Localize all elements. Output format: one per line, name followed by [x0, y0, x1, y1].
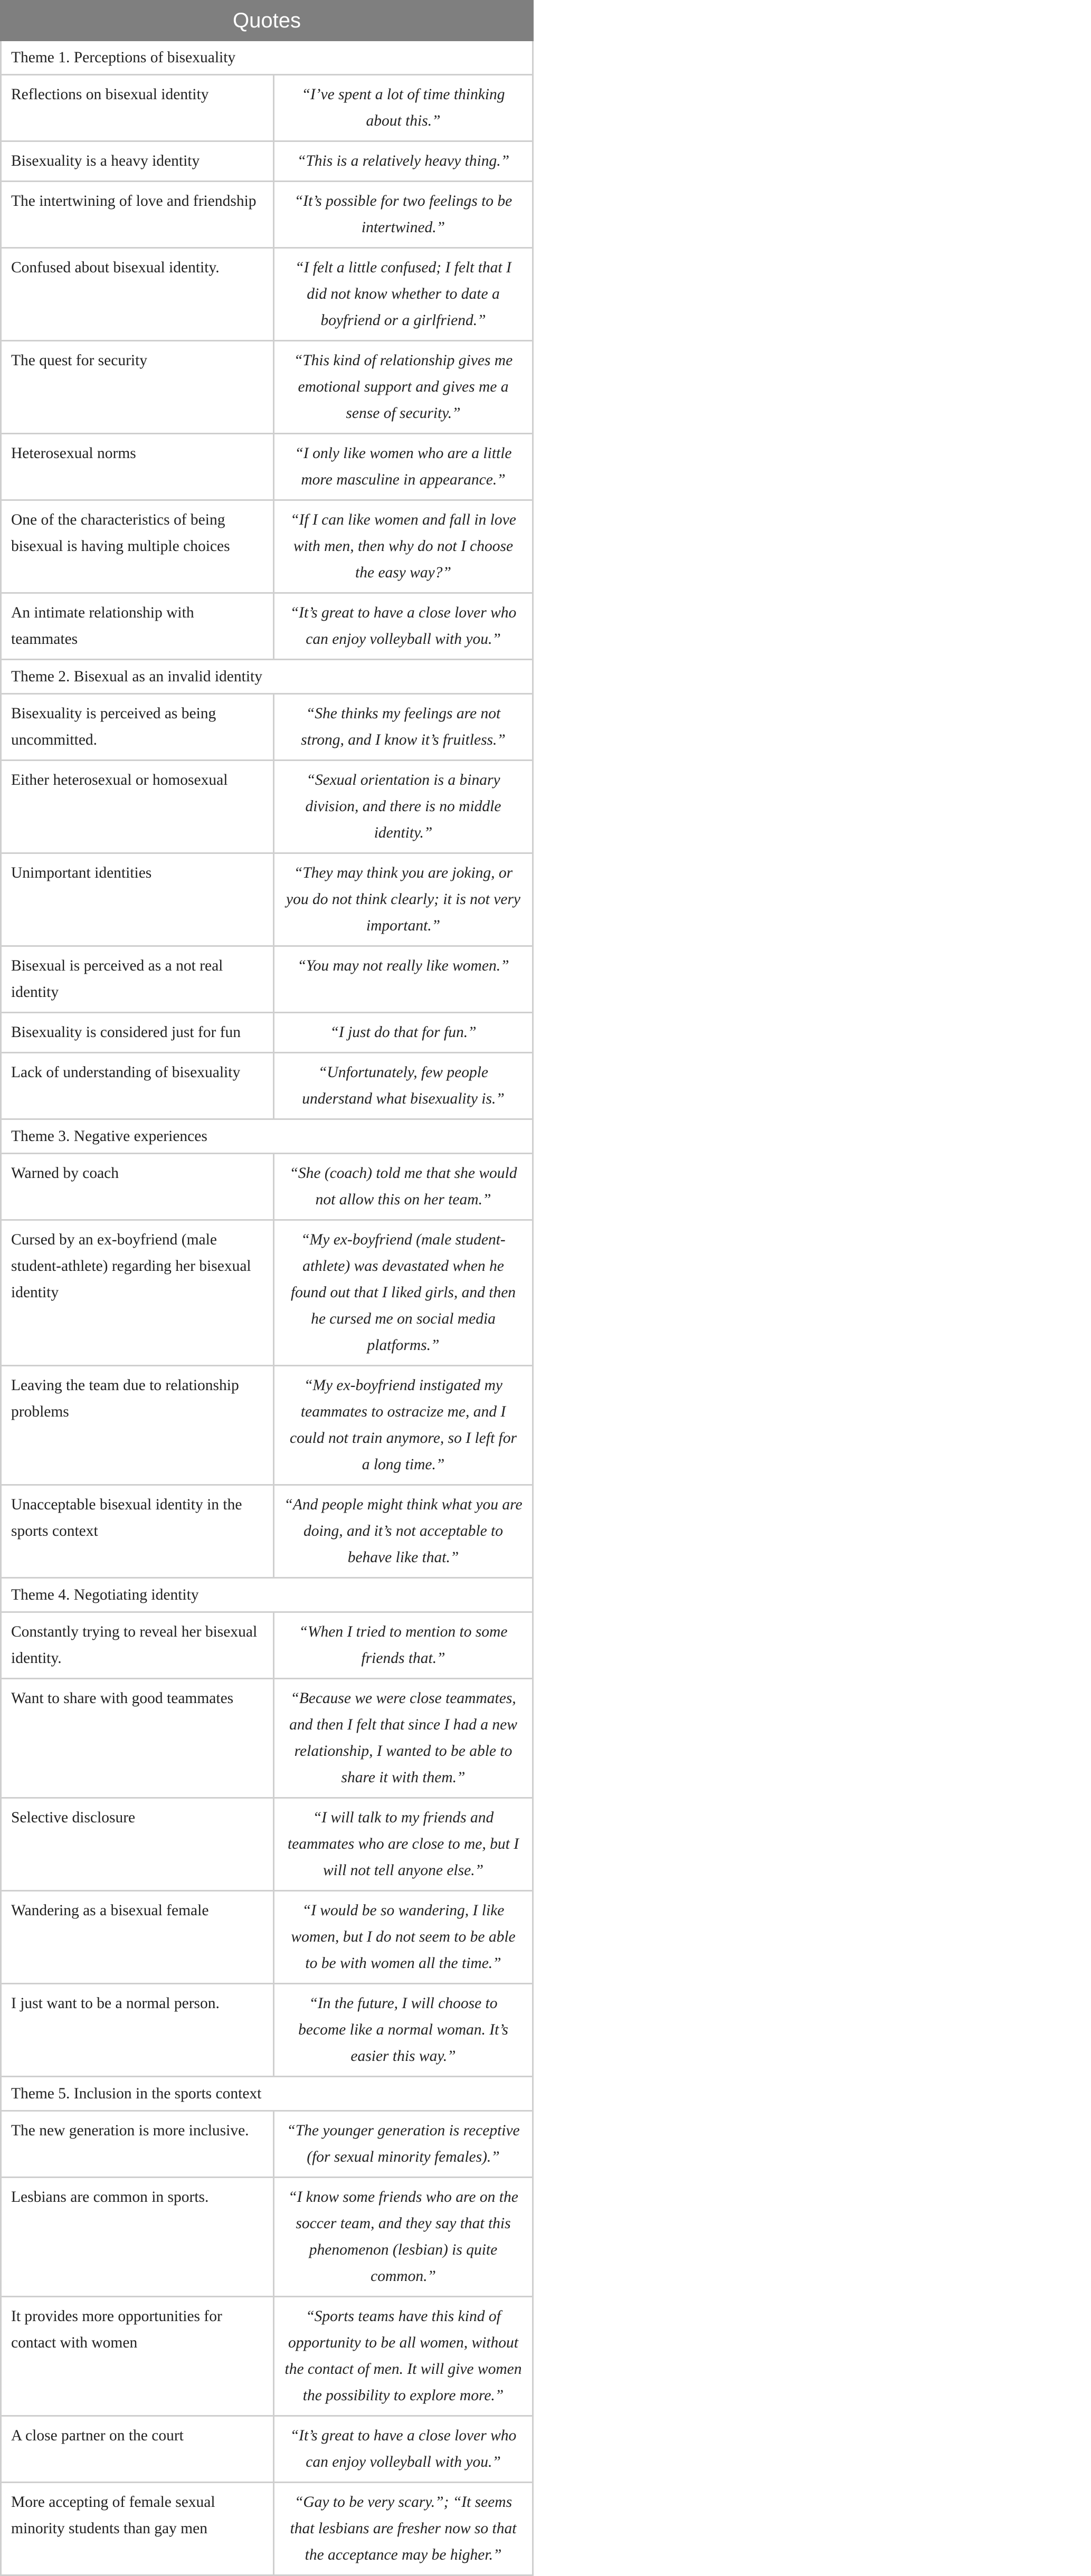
theme-heading: Theme 2. Bisexual as an invalid identity — [1, 660, 533, 694]
subtheme-label: Bisexuality is considered just for fun — [1, 1013, 274, 1053]
subtheme-label: Warned by coach — [1, 1154, 274, 1220]
subtheme-label: The quest for security — [1, 341, 274, 434]
table-header-title: Quotes — [1, 1, 533, 41]
table-row — [1, 1366, 533, 1485]
table-row — [1, 853, 533, 946]
table-row — [1, 1485, 533, 1578]
table-row — [1, 434, 533, 500]
table-row — [1, 1013, 533, 1053]
subtheme-label: Cursed by an ex-boyfriend (male student-athlete) regarding her bisexual identity — [1, 1220, 274, 1366]
theme-heading: Theme 4. Negotiating identity — [1, 1578, 533, 1612]
subtheme-label: Heterosexual norms — [1, 434, 274, 500]
quote-text: “It’s possible for two feelings to be intertwined.” — [274, 182, 533, 248]
table-row — [1, 694, 533, 761]
subtheme-label: Constantly trying to reveal her bisexual identity. — [1, 1612, 274, 1679]
subtheme-label: Reflections on bisexual identity — [1, 75, 274, 141]
quote-text: “Unfortunately, few people understand what bisexuality is.” — [274, 1053, 533, 1119]
table-row — [1, 1053, 533, 1119]
table-row — [1, 1154, 533, 1220]
header-row — [1, 1, 533, 41]
subtheme-label: Lesbians are common in sports. — [1, 2178, 274, 2297]
table-row — [1, 500, 533, 593]
quote-text: “She thinks my feelings are not strong, and I know it’s fruitless.” — [274, 694, 533, 761]
subtheme-label: Bisexuality is a heavy identity — [1, 141, 274, 182]
quote-text: “I just do that for fun.” — [274, 1013, 533, 1053]
table-row — [1, 2111, 533, 2178]
theme-heading: Theme 5. Inclusion in the sports context — [1, 2077, 533, 2111]
subtheme-label: The new generation is more inclusive. — [1, 2111, 274, 2178]
theme-heading: Theme 1. Perceptions of bisexuality — [1, 41, 533, 75]
subtheme-label: Bisexual is perceived as a not real identity — [1, 946, 274, 1013]
quote-text: “This is a relatively heavy thing.” — [274, 141, 533, 182]
quote-text: “And people might think what you are doing, and it’s not acceptable to behave like that.” — [274, 1485, 533, 1578]
table-row — [1, 946, 533, 1013]
table-row — [1, 182, 533, 248]
subtheme-label: Bisexuality is perceived as being uncommitted. — [1, 694, 274, 761]
subtheme-label: It provides more opportunities for contact with women — [1, 2297, 274, 2416]
quote-text: “I will talk to my friends and teammates who are close to me, but I will not tell anyone else.” — [274, 1798, 533, 1891]
table-row — [1, 1984, 533, 2077]
subtheme-label: A close partner on the court — [1, 2416, 274, 2483]
quote-text: “My ex-boyfriend instigated my teammates to ostracize me, and I could not train anymore, so I left for a long time.” — [274, 1366, 533, 1485]
quote-text: “Sexual orientation is a binary division, and there is no middle identity.” — [274, 761, 533, 853]
theme-row — [1, 2077, 533, 2111]
subtheme-label: Either heterosexual or homosexual — [1, 761, 274, 853]
quote-text: “When I tried to mention to some friends that.” — [274, 1612, 533, 1679]
quote-text: “It’s great to have a close lover who can enjoy volleyball with you.” — [274, 2416, 533, 2483]
table-row — [1, 2178, 533, 2297]
table-row — [1, 1679, 533, 1798]
quote-text: “She (coach) told me that she would not allow this on her team.” — [274, 1154, 533, 1220]
table-body — [1, 41, 533, 2575]
subtheme-label: One of the characteristics of being bisexual is having multiple choices — [1, 500, 274, 593]
table-row — [1, 1891, 533, 1984]
table-row — [1, 141, 533, 182]
quote-text: “Because we were close teammates, and then I felt that since I had a new relationship, I wanted to be able to share it with them.” — [274, 1679, 533, 1798]
subtheme-label: The intertwining of love and friendship — [1, 182, 274, 248]
quote-text: “I only like women who are a little more masculine in appearance.” — [274, 434, 533, 500]
theme-row — [1, 660, 533, 694]
quote-text: “They may think you are joking, or you do not think clearly; it is not very important.” — [274, 853, 533, 946]
subtheme-label: Confused about bisexual identity. — [1, 248, 274, 341]
quote-text: “Sports teams have this kind of opportunity to be all women, without the contact of men. It will give women the possibility to explore more.” — [274, 2297, 533, 2416]
subtheme-label: More accepting of female sexual minority students than gay men — [1, 2483, 274, 2575]
quotes-table — [0, 0, 534, 2576]
table-row — [1, 1220, 533, 1366]
table-row — [1, 2416, 533, 2483]
table-row — [1, 2483, 533, 2575]
table-row — [1, 1612, 533, 1679]
subtheme-label: Selective disclosure — [1, 1798, 274, 1891]
theme-row — [1, 1119, 533, 1154]
table-row — [1, 341, 533, 434]
subtheme-label: Leaving the team due to relationship problems — [1, 1366, 274, 1485]
subtheme-label: An intimate relationship with teammates — [1, 593, 274, 660]
table-row — [1, 761, 533, 853]
quote-text: “If I can like women and fall in love with men, then why do not I choose the easy way?” — [274, 500, 533, 593]
quote-text: “Gay to be very scary.”; “It seems that lesbians are fresher now so that the acceptance may be higher.” — [274, 2483, 533, 2575]
table-row — [1, 248, 533, 341]
subtheme-label: Unimportant identities — [1, 853, 274, 946]
theme-row — [1, 1578, 533, 1612]
theme-heading: Theme 3. Negative experiences — [1, 1119, 533, 1154]
quote-text: “I felt a little confused; I felt that I did not know whether to date a boyfriend or a girlfriend.” — [274, 248, 533, 341]
subtheme-label: Unacceptable bisexual identity in the sports context — [1, 1485, 274, 1578]
theme-row — [1, 41, 533, 75]
quote-text: “It’s great to have a close lover who can enjoy volleyball with you.” — [274, 593, 533, 660]
subtheme-label: Want to share with good teammates — [1, 1679, 274, 1798]
subtheme-label: Lack of understanding of bisexuality — [1, 1053, 274, 1119]
quote-text: “This kind of relationship gives me emotional support and gives me a sense of security.” — [274, 341, 533, 434]
quote-text: “My ex-boyfriend (male student-athlete) was devastated when he found out that I liked girls, and then he cursed me on social media platforms.” — [274, 1220, 533, 1366]
table-row — [1, 75, 533, 141]
quote-text: “The younger generation is receptive (for sexual minority females).” — [274, 2111, 533, 2178]
table-row — [1, 1798, 533, 1891]
table-row — [1, 593, 533, 660]
quote-text: “I would be so wandering, I like women, but I do not seem to be able to be with women all the time.” — [274, 1891, 533, 1984]
quote-text: “I’ve spent a lot of time thinking about this.” — [274, 75, 533, 141]
quote-text: “In the future, I will choose to become like a normal woman. It’s easier this way.” — [274, 1984, 533, 2077]
quote-text: “I know some friends who are on the soccer team, and they say that this phenomenon (lesbian) is quite common.” — [274, 2178, 533, 2297]
quote-text: “You may not really like women.” — [274, 946, 533, 1013]
subtheme-label: Wandering as a bisexual female — [1, 1891, 274, 1984]
subtheme-label: I just want to be a normal person. — [1, 1984, 274, 2077]
table-row — [1, 2297, 533, 2416]
